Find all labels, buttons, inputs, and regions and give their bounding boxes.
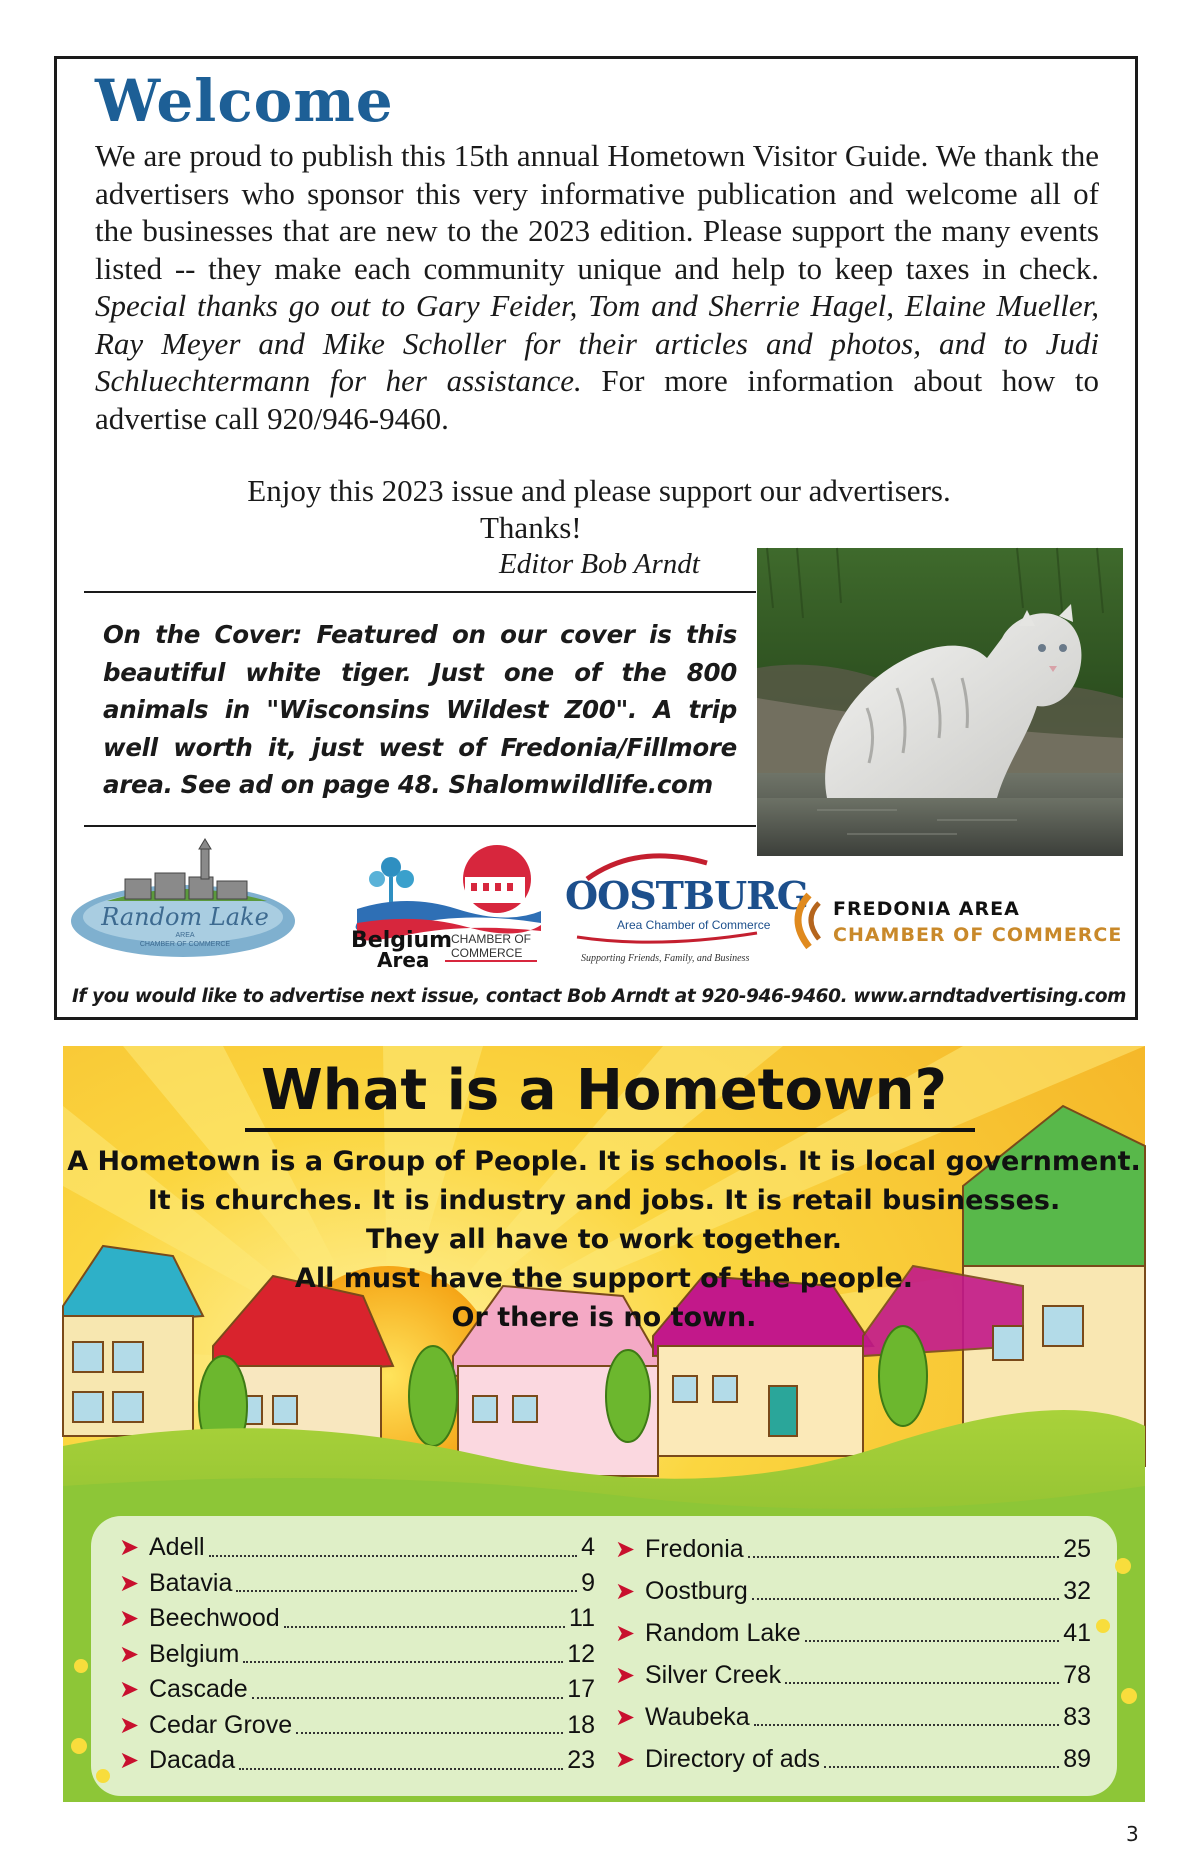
belgium-sub2: COMMERCE <box>451 946 523 960</box>
hometown-title: What is a Hometown? <box>261 1058 947 1123</box>
toc-page: 32 <box>1063 1576 1091 1605</box>
toc-page: 41 <box>1063 1618 1091 1647</box>
toc-item[interactable] <box>119 1672 595 1708</box>
advertise-contact-line: If you would like to advertise next issue, contact Bob Arndt at 920-946-9460. www.arndtadvertising.com <box>71 986 1127 1007</box>
toc-town: Belgium <box>149 1639 240 1668</box>
arrow-icon: ➤ <box>119 1676 140 1704</box>
oostburg-sub: Area Chamber of Commerce <box>617 918 771 932</box>
toc-town: Beechwood <box>149 1604 280 1633</box>
arrow-icon: ➤ <box>615 1535 636 1563</box>
hometown-line: Or there is no town. <box>451 1302 757 1333</box>
toc-item[interactable] <box>119 1566 595 1602</box>
toc-leader <box>252 1681 564 1699</box>
arrow-icon: ➤ <box>615 1703 636 1731</box>
arrow-icon: ➤ <box>119 1747 140 1775</box>
toc-town: Adell <box>149 1533 205 1562</box>
random-lake-name: Random Lake <box>101 903 269 931</box>
thanks-line: Thanks! <box>480 510 582 545</box>
hometown-statement <box>63 1142 1145 1337</box>
belgium-sub1: CHAMBER OF <box>451 932 532 946</box>
toc-town: Silver Creek <box>645 1660 782 1689</box>
fredonia-line1: FREDONIA AREA <box>833 898 1020 920</box>
cover-tiger-photo <box>757 548 1123 856</box>
enjoy-line: Enjoy this 2023 issue and please support our advertisers. <box>247 473 951 508</box>
toc-page: 23 <box>567 1746 595 1775</box>
toc-town: Cascade <box>149 1675 248 1704</box>
toc-page: 11 <box>569 1604 595 1633</box>
hometown-title-underline <box>245 1128 975 1132</box>
toc-item[interactable] <box>119 1637 595 1673</box>
random-lake-sub1: AREA <box>175 932 195 939</box>
divider-top <box>84 591 756 593</box>
toc-town: Oostburg <box>645 1576 748 1605</box>
toc-page: 17 <box>567 1675 595 1704</box>
hometown-line: All must have the support of the people. <box>294 1263 914 1294</box>
toc-leader <box>748 1540 1060 1558</box>
toc-item[interactable] <box>119 1601 595 1637</box>
toc-page: 9 <box>581 1568 595 1597</box>
toc-page: 78 <box>1063 1660 1091 1689</box>
toc-leader <box>805 1624 1060 1642</box>
toc-town: Batavia <box>149 1568 233 1597</box>
divider-bottom <box>84 825 756 827</box>
toc-item[interactable] <box>615 1654 1091 1696</box>
toc-page: 18 <box>567 1710 595 1739</box>
toc-town: Random Lake <box>645 1618 801 1647</box>
fredonia-logo <box>785 889 1125 955</box>
cover-caption: On the Cover: Featured on our cover is this beautiful white tiger. Just one of the 800 animals in "Wisconsins Wildest Z00". A trip well worth it, just west of Fredonia/Fillmore area. See ad on page 48. Shalomwildlife.com <box>103 620 737 799</box>
arrow-icon: ➤ <box>119 1711 140 1739</box>
editor-signature: Editor Bob Arndt <box>499 548 700 580</box>
toc-item[interactable] <box>615 1696 1091 1738</box>
welcome-intro: We are proud to publish this 15th annual Hometown Visitor Guide. We thank the advertisers who sponsor this very informative publication and welcome all of the businesses that are new to the 2023 edition. Please support the many events listed -- they make each community unique and help to keep taxes in check. <box>95 138 1099 286</box>
toc-leader <box>824 1750 1059 1768</box>
welcome-advertise-info: For more information about how to advertise call 920/946-9460. <box>95 363 1099 436</box>
toc-leader <box>236 1574 577 1592</box>
welcome-special-thanks: Special thanks go out to Gary Feider, Tom and Sherrie Hagel, Elaine Mueller, Ray Meyer and Mike Scholler for their articles and photos, and to Judi Schluechtermann for her assistance. <box>95 288 1099 398</box>
toc-item[interactable] <box>119 1530 595 1566</box>
toc-right-column <box>615 1528 1091 1780</box>
hometown-line: It is churches. It is industry and jobs. It is retail businesses. <box>147 1185 1061 1216</box>
toc-leader <box>209 1539 578 1557</box>
toc-leader <box>754 1708 1060 1726</box>
page-number: 3 <box>1126 1822 1139 1846</box>
toc-page: 89 <box>1063 1744 1091 1773</box>
toc-leader <box>239 1752 563 1770</box>
hometown-line: They all have to work together. <box>365 1224 843 1255</box>
random-lake-logo <box>67 843 299 961</box>
toc-town: Dacada <box>149 1746 236 1775</box>
toc-leader <box>785 1666 1059 1684</box>
arrow-icon: ➤ <box>615 1745 636 1773</box>
toc-item[interactable] <box>615 1612 1091 1654</box>
oostburg-tagline: Supporting Friends, Family, and Business <box>581 953 750 964</box>
arrow-icon: ➤ <box>615 1661 636 1689</box>
toc-leader <box>284 1610 565 1628</box>
toc-left-column <box>119 1530 595 1779</box>
welcome-body <box>95 137 1099 437</box>
hometown-panel <box>63 1046 1145 1802</box>
toc-item[interactable] <box>119 1743 595 1779</box>
welcome-title: Welcome <box>95 67 394 135</box>
toc-leader <box>752 1582 1059 1600</box>
toc-town: Cedar Grove <box>149 1710 293 1739</box>
belgium-logo <box>347 839 541 972</box>
arrow-icon: ➤ <box>119 1605 140 1633</box>
oostburg-logo <box>557 849 809 969</box>
hometown-line: A Hometown is a Group of People. It is schools. It is local government. <box>67 1146 1141 1177</box>
arrow-icon: ➤ <box>615 1577 636 1605</box>
belgium-name2: Area <box>377 948 430 972</box>
random-lake-sub2: CHAMBER OF COMMERCE <box>139 941 231 948</box>
toc-page: 25 <box>1063 1534 1091 1563</box>
welcome-box <box>54 56 1138 1020</box>
toc-page: 83 <box>1063 1702 1091 1731</box>
toc-leader <box>296 1716 563 1734</box>
arrow-icon: ➤ <box>119 1569 140 1597</box>
arrow-icon: ➤ <box>119 1534 140 1562</box>
arrow-icon: ➤ <box>615 1619 636 1647</box>
toc-item[interactable] <box>119 1708 595 1744</box>
toc-item[interactable] <box>615 1738 1091 1780</box>
toc-town: Waubeka <box>645 1702 750 1731</box>
arrow-icon: ➤ <box>119 1640 140 1668</box>
toc-item[interactable] <box>615 1570 1091 1612</box>
toc-town: Directory of ads <box>645 1744 821 1773</box>
fredonia-line2: CHAMBER OF COMMERCE <box>833 924 1123 946</box>
toc-page: 12 <box>567 1639 595 1668</box>
oostburg-name: OOSTBURG <box>565 873 809 918</box>
belgium-name1: Belgium <box>351 928 453 953</box>
toc-item[interactable] <box>615 1528 1091 1570</box>
toc-town: Fredonia <box>645 1534 744 1563</box>
toc-page: 4 <box>581 1533 595 1562</box>
toc-leader <box>243 1645 563 1663</box>
